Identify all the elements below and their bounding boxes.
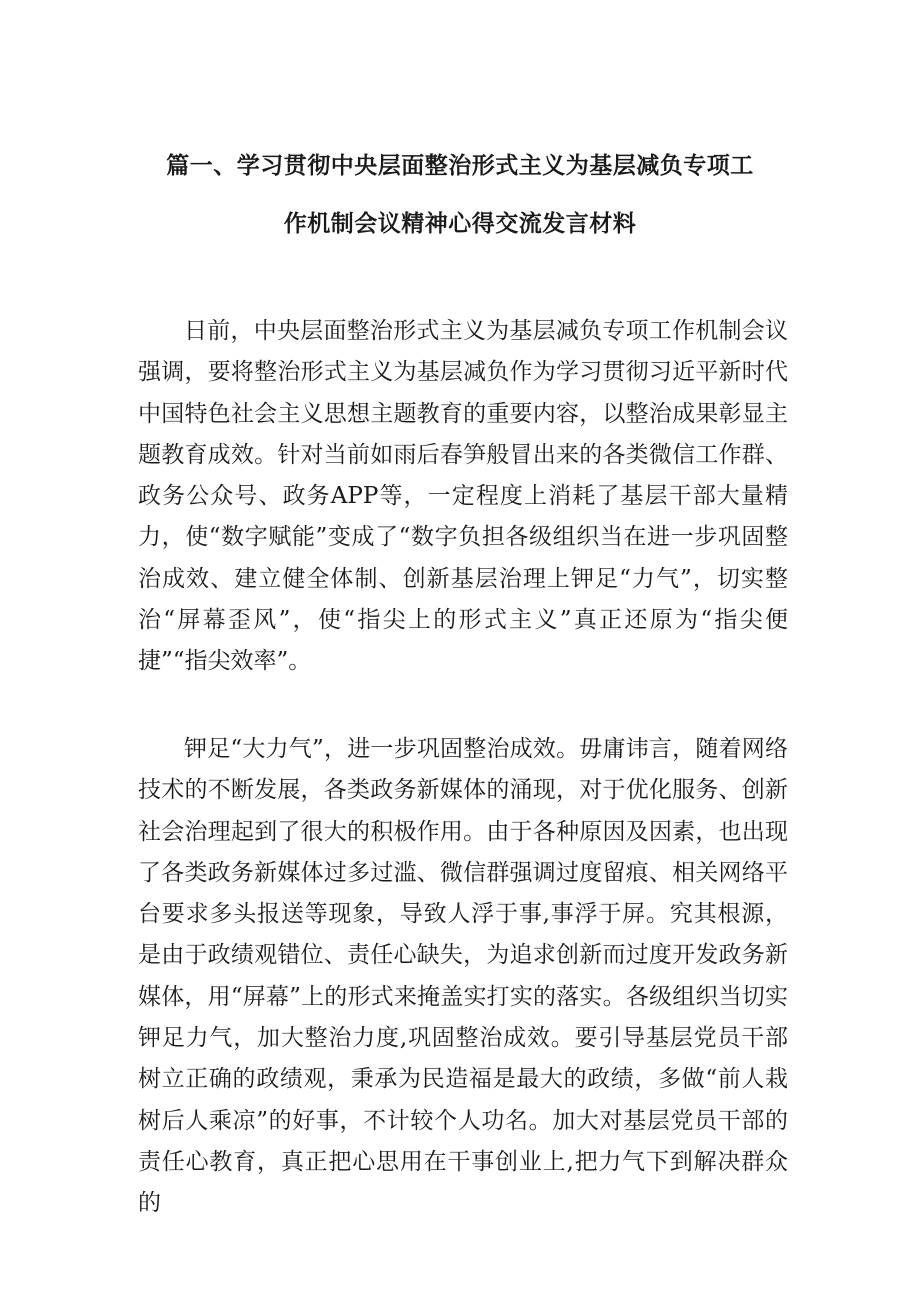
document-title-line-1: 篇一、学习贯彻中央层面整治形式主义为基层减负专项工 bbox=[166, 153, 754, 179]
body-paragraph-1: 日前，中央层面整治形式主义为基层减负专项工作机制会议强调，要将整治形式主义为基层减负作为学习贯彻习近平新时代中国特色社会主义思想主题教育的重要内容，以整治成果彰显主题教育成效。针对当前如雨后春笋般冒出来的各类微信工作群、政务公众号、政务APP等，一定程度上消耗了基层干部大量精力，使“数字赋能”变成了“数字负担各级组织当在进一步巩固整治成效、建立健全体制、创新基层治理上钾足“力气”，切实整治“屏幕歪风”，使“指尖上的形式主义”真正还原为“指尖便捷”“指尖效率”。 bbox=[138, 318, 788, 675]
body-paragraph-2: 钾足“大力气”，进一步巩固整治成效。毋庸讳言，随着网络技术的不断发展，各类政务新媒体的涌现，对于优化服务、创新社会治理起到了很大的积极作用。由于各种原因及因素，也出现了各类政务新媒体过多过滥、微信群强调过度留痕、相关网络平台要求多头报送等现象，导致人浮于事,事浮于屏。究其根源，是由于政绩观错位、责任心缺失，为追求创新而过度开发政务新媒体，用“屏幕”上的形式来掩盖实打实的落实。各级组织当切实钾足力气，加大整治力度,巩固整治成效。要引导基层党员干部树立正确的政绩观，秉承为民造福是最大的政绩，多做“前人栽树后人乘凉”的好事，不计较个人功名。加大对基层党员干部的责任心教育，真正把心思用在干事创业上,把力气下到解决群众的 bbox=[138, 736, 788, 1217]
document-title-line-2: 作机制会议精神心得交流发言材料 bbox=[283, 211, 637, 237]
